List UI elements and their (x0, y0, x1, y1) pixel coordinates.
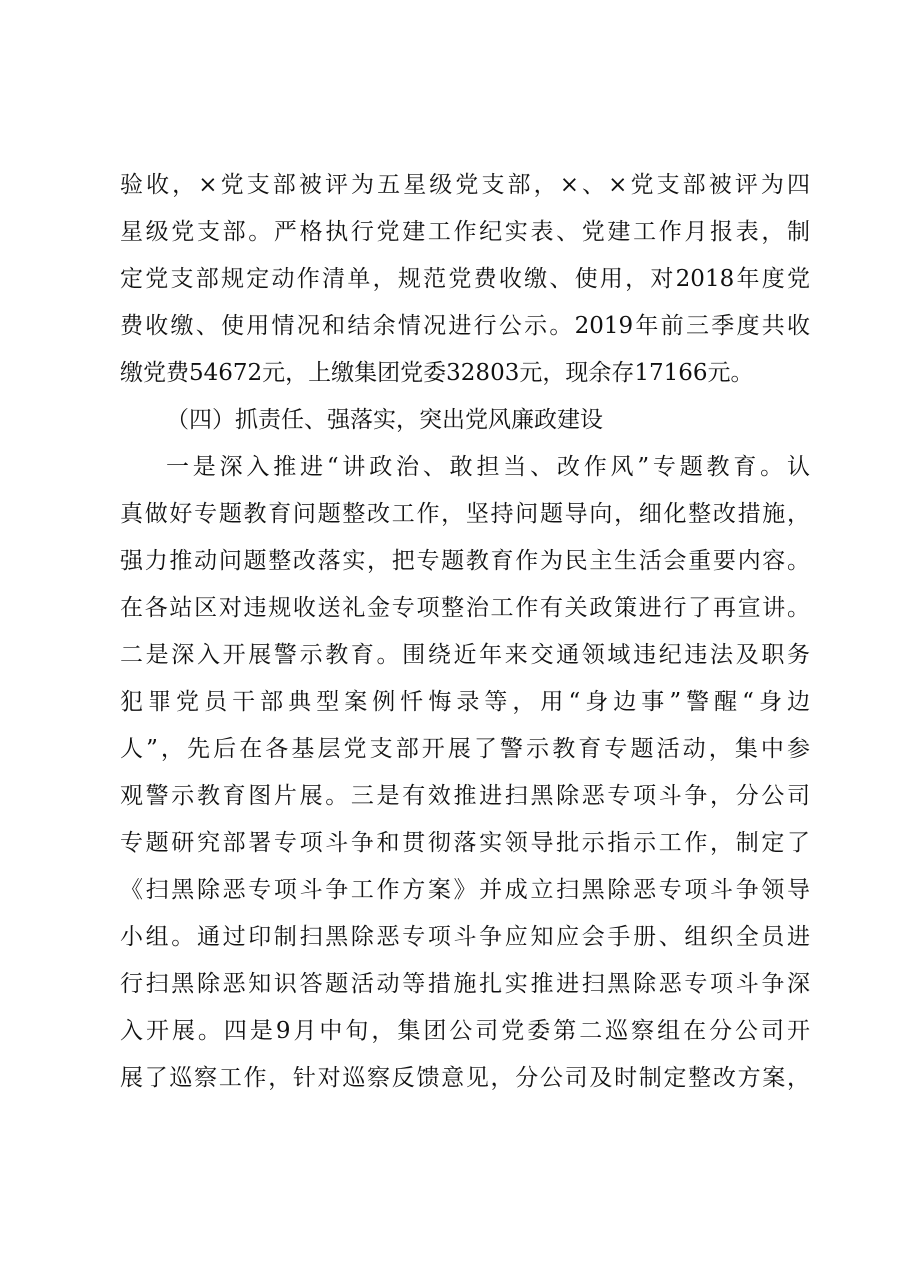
text-line: 观警示教育图片展。三是有效推进扫黑除恶专项斗争，分公司 (120, 783, 810, 809)
text-line: 真做好专题教育问题整改工作，坚持问题导向，细化整改措施， (120, 501, 810, 527)
section-heading: （四）抓责任、强落实，突出党风廉政建设 (166, 407, 603, 433)
text-line: 行扫黑除恶知识答题活动等措施扎实推进扫黑除恶专项斗争深 (120, 971, 810, 997)
text-line: 定党支部规定动作清单，规范党费收缴、使用，对2018年度党 (120, 266, 810, 292)
text-line: 人”，先后在各基层党支部开展了警示教育专题活动，集中参 (120, 736, 810, 762)
text-line: 强力推动问题整改落实，把专题教育作为民主生活会重要内容。 (120, 548, 810, 574)
text-line: 一是深入推进“讲政治、敢担当、改作风”专题教育。认 (166, 454, 810, 480)
text-line: 专题研究部署专项斗争和贯彻落实领导批示指示工作，制定了 (120, 830, 810, 856)
text-line: 入开展。四是9月中旬，集团公司党委第二巡察组在分公司开 (120, 1018, 810, 1044)
text-line: 二是深入开展警示教育。围绕近年来交通领域违纪违法及职务 (120, 642, 810, 668)
text-line: 展了巡察工作，针对巡察反馈意见，分公司及时制定整改方案， (120, 1065, 810, 1091)
text-line: 《扫黑除恶专项斗争工作方案》并成立扫黑除恶专项斗争领导 (120, 877, 810, 903)
text-line: 小组。通过印制扫黑除恶专项斗争应知应会手册、组织全员进 (120, 924, 810, 950)
text-line: 星级党支部。严格执行党建工作纪实表、党建工作月报表，制 (120, 219, 810, 245)
text-line: 在各站区对违规收送礼金专项整治工作有关政策进行了再宣讲。 (120, 595, 810, 621)
text-line: 犯罪党员干部典型案例忏悔录等，用“身边事”警醒“身边 (120, 689, 810, 715)
text-line: 费收缴、使用情况和结余情况进行公示。2019年前三季度共收 (120, 313, 810, 339)
text-line: 缴党费54672元，上缴集团党委32803元，现余存17166元。 (120, 360, 754, 386)
text-line: 验收，×党支部被评为五星级党支部，×、×党支部被评为四 (120, 172, 810, 198)
